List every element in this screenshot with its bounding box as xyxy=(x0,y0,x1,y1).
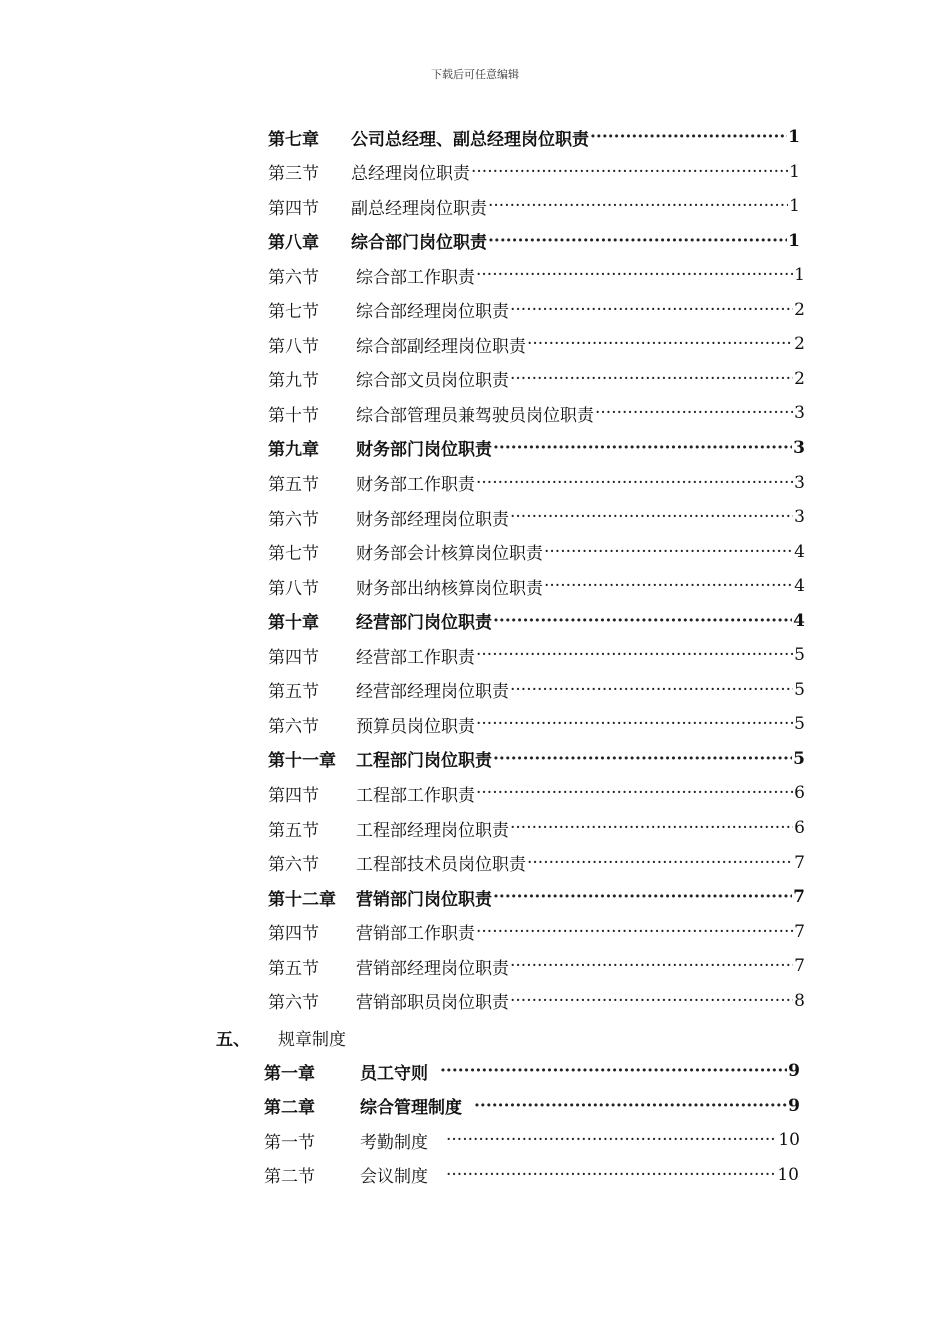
toc-entry[interactable] xyxy=(268,537,805,567)
toc-entry[interactable] xyxy=(268,640,805,670)
toc-entry[interactable] xyxy=(268,986,805,1016)
toc-entry-page: 3 xyxy=(794,403,805,424)
toc-entry-title: 工程部门岗位职责 xyxy=(356,751,492,772)
toc-entry-page: 3 xyxy=(794,472,805,493)
dot-leader xyxy=(488,196,788,216)
toc-entry[interactable] xyxy=(268,675,805,705)
dot-leader xyxy=(510,956,793,976)
toc-entry-label: 第十二章 xyxy=(268,889,336,910)
toc-entry-title: 会议制度 xyxy=(360,1167,428,1187)
toc-entry-label: 第五节 xyxy=(268,682,319,703)
dot-leader xyxy=(595,403,793,423)
toc-entry[interactable] xyxy=(268,917,805,947)
toc-entry-page: 4 xyxy=(794,541,805,562)
toc-entry-page: 10 xyxy=(778,1130,800,1150)
toc-entry-label: 第十一章 xyxy=(268,751,336,772)
toc-entry-page: 1 xyxy=(789,161,800,182)
toc-entry-label: 第六节 xyxy=(268,993,319,1014)
toc-entry-title: 综合部工作职责 xyxy=(356,267,475,288)
toc-entry-title: 工程部技术员岗位职责 xyxy=(356,855,526,876)
dot-leader xyxy=(510,680,793,700)
toc-entry-title: 工程部经理岗位职责 xyxy=(356,820,509,841)
toc-entry-label: 第十节 xyxy=(268,405,319,426)
toc-entry-title: 营销部职员岗位职责 xyxy=(356,993,509,1014)
dot-leader xyxy=(476,473,793,493)
dot-leader xyxy=(476,783,793,803)
toc-entry[interactable] xyxy=(268,398,805,428)
toc-entry-page: 5 xyxy=(794,714,805,735)
toc-entry-label: 第八节 xyxy=(268,578,319,599)
toc-entry-title: 综合部文员岗位职责 xyxy=(356,371,509,392)
section-heading xyxy=(216,1022,346,1052)
toc-entry-title: 经营部经理岗位职责 xyxy=(356,682,509,703)
toc-entry-page: 6 xyxy=(794,783,805,804)
toc-entry-label: 第四节 xyxy=(268,785,319,806)
toc-entry-page: 2 xyxy=(794,334,805,355)
toc-entry[interactable] xyxy=(268,502,805,532)
toc-entry-page: 1 xyxy=(788,230,800,251)
toc-entry-page: 2 xyxy=(794,299,805,320)
dot-leader xyxy=(476,265,793,285)
toc-entry[interactable] xyxy=(268,226,800,256)
toc-entry-title: 考勤制度 xyxy=(360,1132,428,1153)
toc-entry-page: 7 xyxy=(794,852,805,873)
toc-entry-title: 综合部经理岗位职责 xyxy=(356,302,509,323)
toc-entry-label: 第二章 xyxy=(264,1098,315,1118)
toc-entry-page: 1 xyxy=(794,265,805,286)
dot-leader xyxy=(488,231,787,251)
toc-entry[interactable] xyxy=(268,778,805,808)
dot-leader xyxy=(527,334,793,354)
toc-entry-title: 综合部副经理岗位职责 xyxy=(356,336,526,357)
toc-entry-page: 4 xyxy=(793,610,805,631)
toc-entry-page: 1 xyxy=(788,127,800,147)
toc-entry-title: 预算员岗位职责 xyxy=(356,716,475,737)
dot-leader xyxy=(446,1130,777,1150)
toc-entry[interactable] xyxy=(264,1091,800,1121)
dot-leader xyxy=(476,922,793,942)
toc-entry[interactable] xyxy=(268,744,805,774)
toc-entry[interactable] xyxy=(268,260,805,290)
toc-entry-title: 财务部会计核算岗位职责 xyxy=(356,544,543,565)
toc-entry-page: 7 xyxy=(793,887,805,908)
dot-leader xyxy=(510,507,793,527)
toc-entry-label: 第五节 xyxy=(268,475,319,495)
dot-leader xyxy=(476,645,793,665)
toc-entry-label: 第十章 xyxy=(268,613,319,634)
toc-entry[interactable] xyxy=(268,157,800,187)
toc-entry-title: 营销部经理岗位职责 xyxy=(356,958,509,979)
dot-leader xyxy=(590,127,787,147)
toc-entry-label: 第五节 xyxy=(268,820,319,841)
toc-entry-title: 公司总经理、副总经理岗位职责 xyxy=(351,129,589,150)
dot-leader xyxy=(493,749,792,769)
toc-entry-page: 3 xyxy=(793,437,805,458)
toc-entry-title: 工程部工作职责 xyxy=(356,785,475,806)
toc-entry[interactable] xyxy=(264,1125,800,1155)
toc-entry-title: 财务部工作职责 xyxy=(356,475,475,495)
toc-entry-title: 综合管理制度 xyxy=(360,1098,462,1118)
dot-leader xyxy=(493,887,792,907)
dot-leader xyxy=(510,991,793,1011)
toc-entry[interactable] xyxy=(268,571,805,601)
toc-entry-page: 5 xyxy=(794,645,805,666)
dot-leader xyxy=(510,300,793,320)
toc-entry-page: 5 xyxy=(793,748,805,769)
toc-entry-page: 9 xyxy=(788,1095,800,1116)
toc-entry-label: 第六节 xyxy=(268,509,319,530)
toc-entry[interactable] xyxy=(268,848,805,878)
toc-entry-title: 财务部经理岗位职责 xyxy=(356,509,509,530)
toc-entry-page: 5 xyxy=(794,679,805,700)
toc-entry[interactable] xyxy=(268,468,805,498)
toc-entry-title: 总经理岗位职责 xyxy=(351,164,470,185)
toc-entry-label: 第六节 xyxy=(268,716,319,737)
toc-entry-title: 营销部工作职责 xyxy=(356,924,475,945)
toc-entry-page: 4 xyxy=(794,576,805,597)
toc-entry-title: 综合部门岗位职责 xyxy=(351,233,487,254)
toc-entry-label: 第七章 xyxy=(268,129,319,150)
dot-leader xyxy=(544,576,793,596)
toc-entry-label: 第六节 xyxy=(268,267,319,288)
toc-entry[interactable] xyxy=(268,191,800,221)
toc-entry[interactable] xyxy=(268,882,805,912)
toc-entry[interactable] xyxy=(264,1160,799,1190)
toc-entry-label: 第四节 xyxy=(268,647,319,668)
toc-entry-page: 10 xyxy=(777,1164,799,1185)
dot-leader xyxy=(493,438,792,458)
toc-entry-page: 3 xyxy=(794,507,805,528)
toc-entry-label: 第八节 xyxy=(268,336,319,357)
page-header: 下载后可任意编辑 xyxy=(431,68,519,81)
toc-entry-page: 7 xyxy=(794,921,805,942)
toc-entry-label: 第四节 xyxy=(268,924,319,945)
toc-entry-label: 第九节 xyxy=(268,371,319,392)
dot-leader xyxy=(446,1165,776,1185)
toc-entry[interactable] xyxy=(268,433,805,463)
toc-entry[interactable] xyxy=(268,329,805,359)
toc-entry-title: 综合部管理员兼驾驶员岗位职责 xyxy=(356,405,594,426)
toc-entry-page: 9 xyxy=(788,1061,800,1081)
toc-entry-label: 第八章 xyxy=(268,233,319,254)
toc-entry-title: 副总经理岗位职责 xyxy=(351,198,487,219)
dot-leader xyxy=(474,1096,787,1116)
toc-entry[interactable] xyxy=(268,122,800,152)
dot-leader xyxy=(510,369,793,389)
dot-leader xyxy=(471,162,788,182)
toc-entry-title: 营销部门岗位职责 xyxy=(356,889,492,910)
toc-entry[interactable] xyxy=(268,709,805,739)
toc-entry-label: 第九章 xyxy=(268,440,319,461)
toc-entry[interactable] xyxy=(268,364,805,394)
toc-entry-label: 第一章 xyxy=(264,1063,315,1084)
toc-entry-label: 第七节 xyxy=(268,302,319,323)
toc-entry[interactable] xyxy=(268,606,805,636)
toc-entry-label: 第一节 xyxy=(264,1132,315,1153)
dot-leader xyxy=(544,542,793,562)
dot-leader xyxy=(527,853,793,873)
toc-entry-page: 8 xyxy=(794,990,805,1011)
toc-entry-label: 第五节 xyxy=(268,958,319,979)
toc-entry-label: 第四节 xyxy=(268,198,319,219)
toc-entry-page: 7 xyxy=(794,956,805,977)
toc-entry-page: 6 xyxy=(794,818,805,838)
toc-entry-label: 第七节 xyxy=(268,544,319,565)
dot-leader xyxy=(510,818,793,838)
toc-entry-label: 第六节 xyxy=(268,855,319,876)
toc-entry[interactable] xyxy=(268,951,805,981)
toc-entry-page: 2 xyxy=(794,368,805,389)
section-number: 五、 xyxy=(216,1029,250,1050)
toc-entry-label: 第三节 xyxy=(268,164,319,185)
toc-entry[interactable] xyxy=(268,295,805,325)
toc-entry[interactable] xyxy=(268,813,805,843)
toc-entry-title: 经营部门岗位职责 xyxy=(356,613,492,634)
dot-leader xyxy=(440,1061,787,1081)
toc-entry-page: 1 xyxy=(789,196,800,217)
toc-entry[interactable] xyxy=(264,1056,800,1086)
toc-entry-title: 员工守则 xyxy=(360,1063,428,1084)
dot-leader xyxy=(476,714,793,734)
toc-entry-label: 第二节 xyxy=(264,1167,315,1187)
toc-entry-title: 财务部门岗位职责 xyxy=(356,440,492,461)
dot-leader xyxy=(493,611,792,631)
toc-entry-title: 财务部出纳核算岗位职责 xyxy=(356,578,543,599)
section-title: 规章制度 xyxy=(278,1029,346,1050)
toc-entry-title: 经营部工作职责 xyxy=(356,647,475,668)
